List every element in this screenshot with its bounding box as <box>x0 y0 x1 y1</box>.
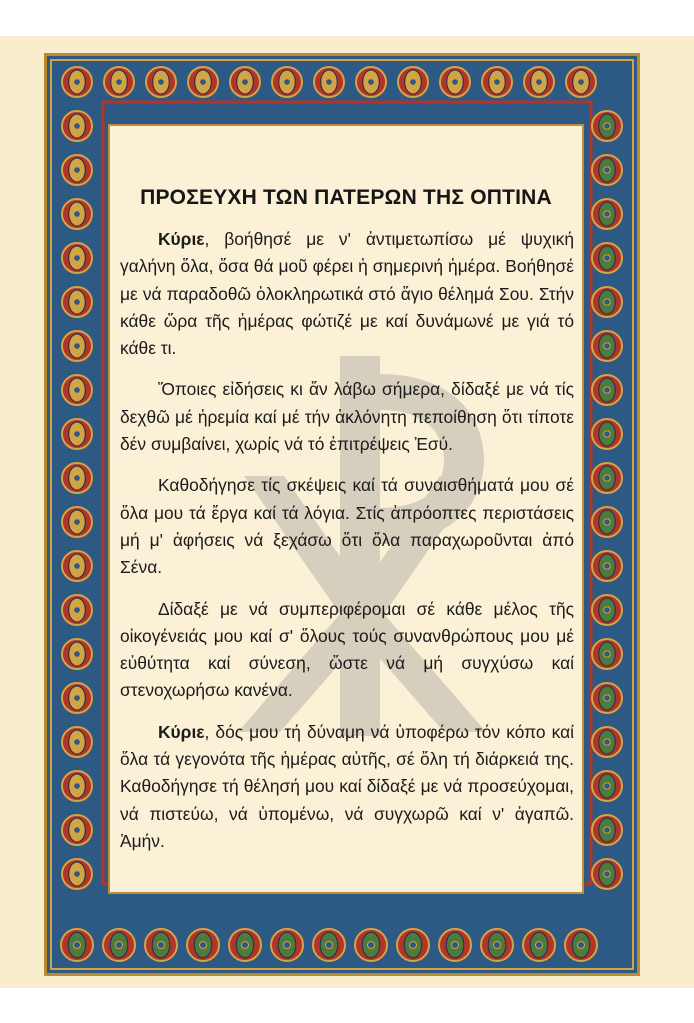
paragraph-text: , δός μου τή δύναμη νά ὑποφέρω τόν κόπο καί ὅλα τά γεγονότα τῆς ἡμέρας αὐτῆς, σέ ὅλη τή διάρκειά της. Καθοδήγησε τή θέλησή μου καί δίδαξέ με νά προσεύχομαι, νά πιστεύω, νά ὑπομένω, νά συγχωρῶ καί ν' ἀγαπῶ. Ἀμήν. <box>120 721 574 851</box>
floral-motif <box>592 463 622 493</box>
floral-motif <box>62 595 92 625</box>
floral-motif <box>62 67 92 97</box>
floral-motif <box>592 683 622 713</box>
floral-motif <box>592 287 622 317</box>
paragraph-5 <box>120 719 574 855</box>
paragraph-text: Ὅποιες εἰδήσεις κι ἄν λάβω σήμερα, δίδαξέ με νά τίς δεχθῶ μέ ἠρεμία καί μέ τήν ἀκλόνητη πεποίθηση ὅτι τίποτε δέν συμβαίνει, χωρίς νά τό ἐπιτρέψεις Ἐσύ. <box>120 379 574 455</box>
floral-motif <box>62 331 92 361</box>
floral-motif <box>62 771 92 801</box>
floral-motif <box>61 929 93 961</box>
floral-motif <box>62 859 92 889</box>
floral-motif <box>62 463 92 493</box>
floral-motif <box>229 929 261 961</box>
floral-motif <box>103 929 135 961</box>
floral-motif <box>62 419 92 449</box>
paragraph-text: Καθοδήγησε τίς σκέψεις καί τά συναισθήματά μου σέ ὅλα μου τά ἔργα καί τά λόγια. Στίς ἀπρόοπτες περιστάσεις μή μ' ἀφήσεις νά ξεχάσω ὅτι ὅλα παραχωροῦνται ἀπό Σένα. <box>120 475 574 578</box>
paragraph-1 <box>120 226 574 362</box>
floral-motif <box>62 155 92 185</box>
floral-motif <box>592 199 622 229</box>
floral-motif <box>398 67 428 97</box>
floral-motif <box>440 67 470 97</box>
floral-motif <box>592 419 622 449</box>
floral-motif <box>592 639 622 669</box>
floral-motif <box>592 551 622 581</box>
floral-motif <box>592 507 622 537</box>
floral-motif <box>439 929 471 961</box>
floral-motif <box>62 287 92 317</box>
floral-motif <box>566 67 596 97</box>
paragraph-3 <box>120 472 574 581</box>
floral-motif <box>592 375 622 405</box>
floral-motif <box>145 929 177 961</box>
floral-motif <box>397 929 429 961</box>
lead-word: Κύριε <box>158 229 205 249</box>
floral-motif <box>356 67 386 97</box>
floral-motif <box>62 727 92 757</box>
floral-motif <box>62 199 92 229</box>
floral-motif <box>592 815 622 845</box>
prayer-card <box>0 36 694 988</box>
floral-motif <box>524 67 554 97</box>
floral-motif <box>187 929 219 961</box>
floral-motif <box>523 929 555 961</box>
floral-motif <box>481 929 513 961</box>
floral-motif <box>482 67 512 97</box>
lead-word: Κύριε <box>158 721 205 742</box>
floral-motif <box>355 929 387 961</box>
floral-motif <box>313 929 345 961</box>
floral-motif <box>62 815 92 845</box>
floral-motif <box>314 67 344 97</box>
floral-motif <box>62 507 92 537</box>
floral-motif <box>62 683 92 713</box>
paragraph-text: Δίδαξέ με νά συμπεριφέρομαι σέ κάθε μέλος τῆς οἰκογένειάς μου καί σ' ὅλους τούς συνανθρώπους μου μέ εὐθύτητα καί σύνεση, ὥστε νά μή συγχύσω καί στενοχωρήσω κανένα. <box>120 598 574 701</box>
floral-motif <box>62 243 92 273</box>
floral-motif <box>592 111 622 141</box>
prayer-body <box>120 226 574 869</box>
floral-motif <box>62 111 92 141</box>
floral-motif <box>592 727 622 757</box>
prayer-title: ΠΡΟΣΕΥΧΗ ΤΩΝ ΠΑΤΕΡΩΝ ΤΗΣ ΟΠΤΙΝΑ <box>140 186 552 209</box>
floral-motif <box>188 67 218 97</box>
floral-motif <box>62 375 92 405</box>
floral-motif <box>230 67 260 97</box>
paragraph-text: , βοήθησέ με ν' ἀντιμετωπίσω μέ ψυχική γαλήνη ὅλα, ὅσα θά μοῦ φέρει ἡ σημερινή ἡμέρα. Βοήθησέ με νά παραδοθῶ ὁλοκληρωτικά στό ἅγιο θέλημά Σου. Στήν κάθε ὥρα τῆς ἡμέρας φώτιζέ με καί δυνάμωνέ με γιά τό κάθε τι. <box>120 229 574 359</box>
floral-motif <box>592 859 622 889</box>
floral-motif <box>272 67 302 97</box>
floral-motif <box>592 595 622 625</box>
floral-motif <box>592 155 622 185</box>
floral-motif <box>565 929 597 961</box>
text-panel <box>108 124 584 894</box>
paragraph-4 <box>120 596 574 705</box>
floral-motif <box>146 67 176 97</box>
floral-motif <box>592 771 622 801</box>
floral-motif <box>592 243 622 273</box>
floral-motif <box>271 929 303 961</box>
floral-motif <box>592 331 622 361</box>
paragraph-2 <box>120 376 574 458</box>
floral-motif <box>104 67 134 97</box>
floral-motif <box>62 639 92 669</box>
floral-motif <box>62 551 92 581</box>
